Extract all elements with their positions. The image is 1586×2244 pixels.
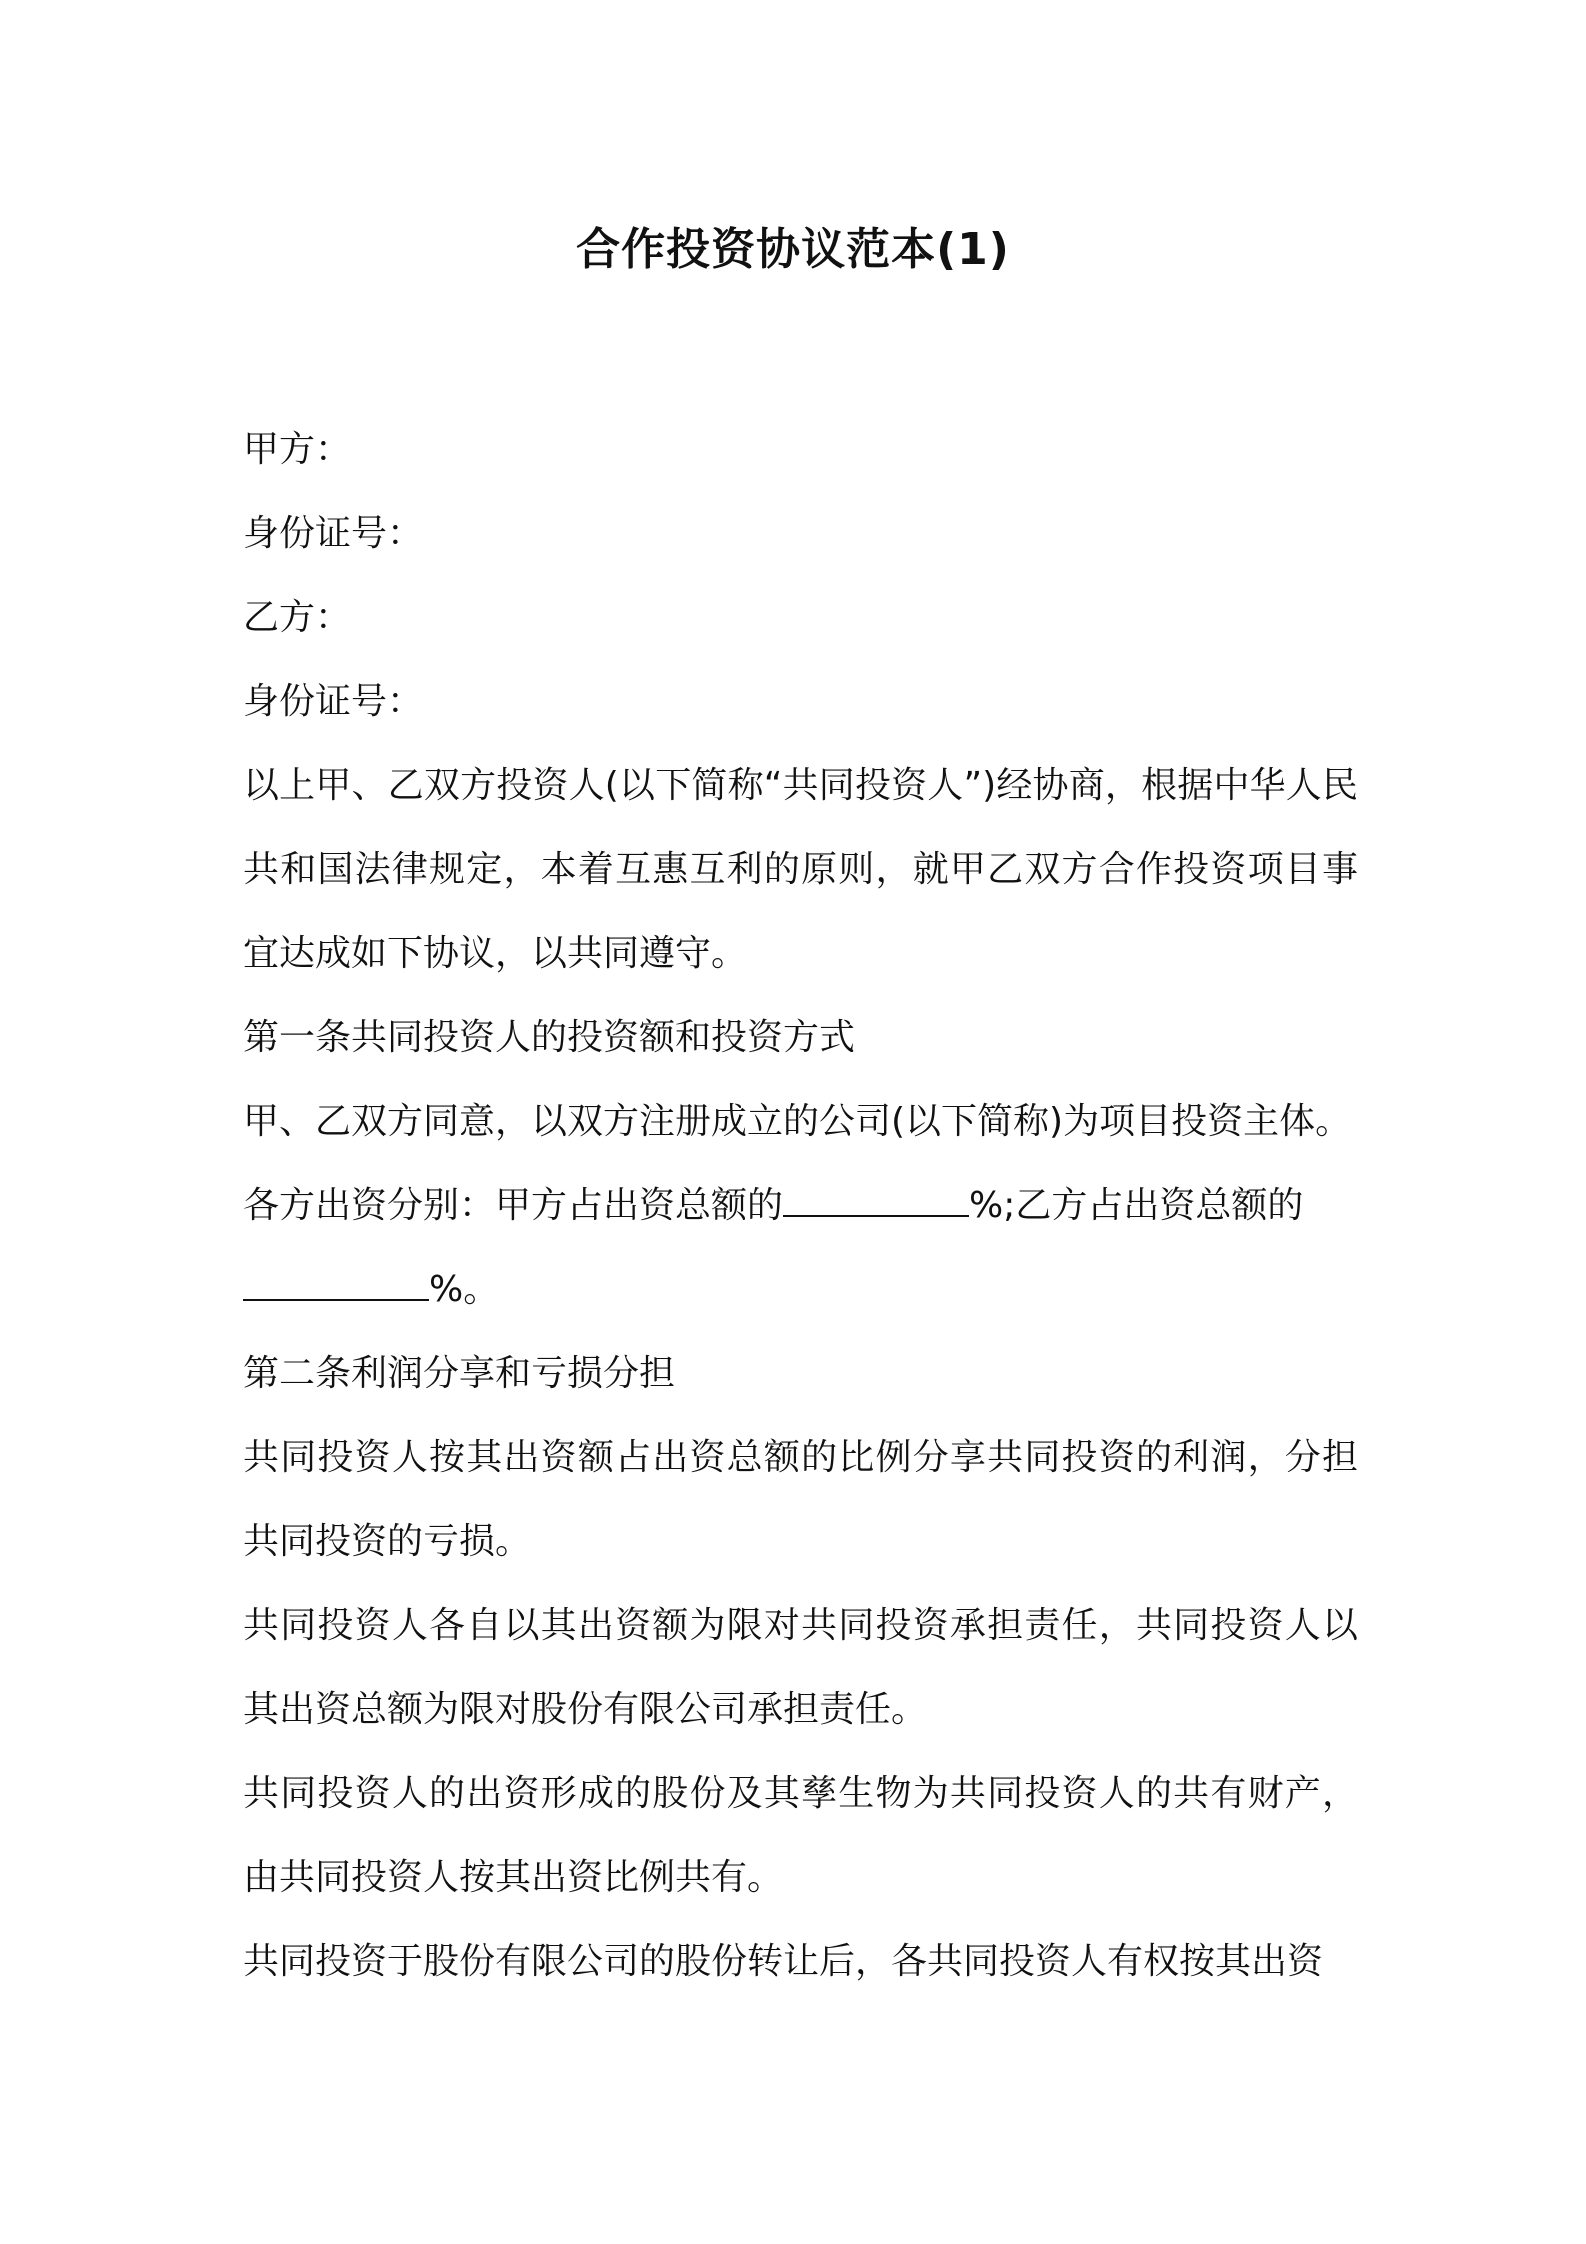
article-2-paragraph-4: 共同投资于股份有限公司的股份转让后，各共同投资人有权按其出资 xyxy=(243,1941,1324,1982)
intro-paragraph: 以上甲、乙双方投资人(以下简称“共同投资人”)经协商，根据中华人民共和国法律规定，本着互惠互利的原则，就甲乙双方合作投资项目事宜达成如下协议，以共同遵守。 xyxy=(243,765,1358,974)
article-1-paragraph-2 xyxy=(243,1164,1358,1332)
party-a-share-blank xyxy=(783,1185,969,1217)
article-2-paragraph-3: 共同投资人的出资形成的股份及其孳生物为共同投资人的共有财产，由共同投资人按其出资比例共有。 xyxy=(243,1773,1358,1898)
party-a-id-line: 身份证号： xyxy=(243,513,424,554)
document-body xyxy=(243,408,1358,2004)
article-2-paragraph-2: 共同投资人各自以其出资额为限对共同投资承担责任，共同投资人以其出资总额为限对股份有限公司承担责任。 xyxy=(243,1605,1358,1730)
article-1-paragraph-2-part-c: %。 xyxy=(429,1269,500,1310)
party-b-share-blank xyxy=(243,1269,429,1301)
party-b-id-line: 身份证号： xyxy=(243,681,424,722)
document-title: 合作投资协议范本(1) xyxy=(576,224,1010,275)
article-1-paragraph-1: 甲、乙双方同意，以双方注册成立的公司(以下简称)为项目投资主体。 xyxy=(243,1101,1352,1142)
article-1-paragraph-2-part-a: 各方出资分别：甲方占出资总额的 xyxy=(243,1185,784,1226)
article-1-paragraph-2-part-b: %;乙方占出资总额的 xyxy=(969,1185,1304,1226)
article-2-heading: 第二条利润分享和亏损分担 xyxy=(243,1353,676,1394)
article-1-heading: 第一条共同投资人的投资额和投资方式 xyxy=(243,1017,856,1058)
party-b-line: 乙方： xyxy=(243,597,352,638)
article-2-paragraph-1: 共同投资人按其出资额占出资总额的比例分享共同投资的利润，分担共同投资的亏损。 xyxy=(243,1437,1358,1562)
party-a-line: 甲方： xyxy=(243,429,352,470)
